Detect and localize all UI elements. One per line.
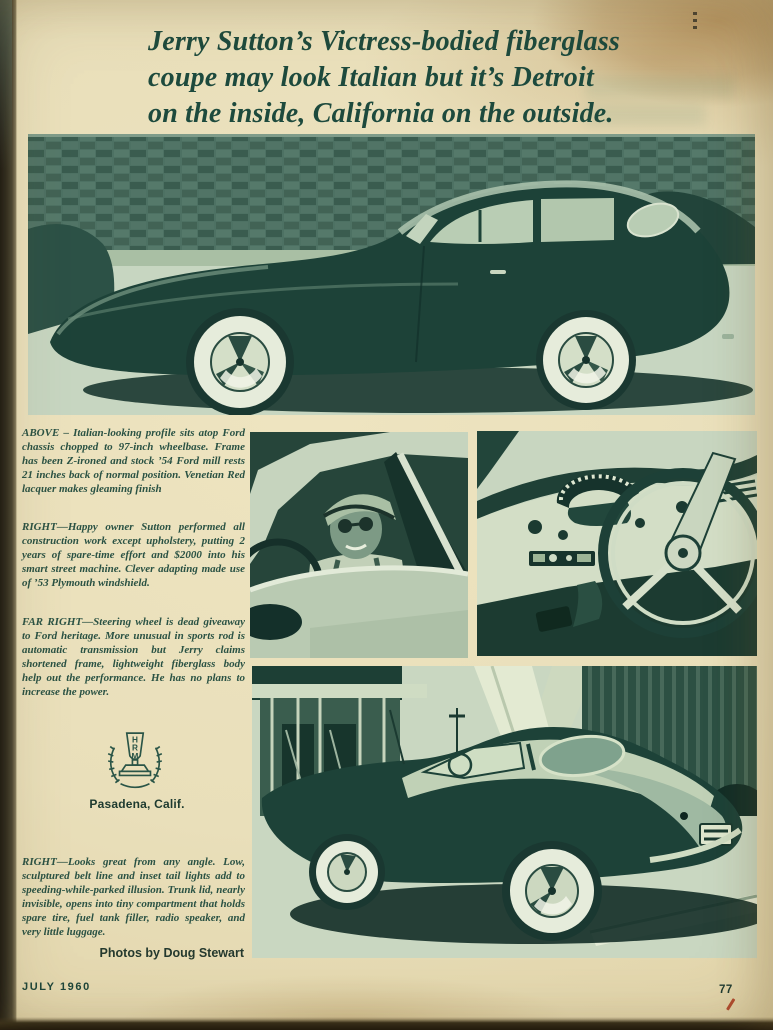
- photo-owner-window: [250, 432, 468, 658]
- glasses: [338, 519, 352, 533]
- hrm-trophy-emblem: [106, 729, 164, 798]
- tail-light: [680, 812, 688, 820]
- radio: [529, 551, 595, 566]
- caption-right-rear: RIGHT—Looks great from any angle. Low, sculptured belt line and inset tail lights add to speeding-while-parked illusion. Trunk lid, nearly invisible, opens into tiny compartment that holds spare tire, fuel tank filler, radio speaker, and very little luggage.: [22, 856, 245, 938]
- photo-dashboard: [477, 431, 757, 656]
- footer-page-number: 77: [719, 984, 733, 996]
- rear-wheel: [536, 310, 636, 410]
- photo-side-profile: [28, 134, 755, 415]
- headline-line-2: coupe may look Italian but it’s Detroit: [148, 62, 594, 93]
- quarter-window: [541, 198, 614, 242]
- footer-issue-date: JULY 1960: [22, 981, 91, 993]
- corner-print-marks: [693, 12, 698, 36]
- page-title: [148, 24, 638, 132]
- page-bottom-edge: [0, 1017, 773, 1030]
- front-wheel: [186, 308, 294, 415]
- headline-line-1: Jerry Sutton’s Victress-bodied fiberglass: [148, 26, 621, 57]
- page-binding-edge: [0, 0, 17, 1030]
- photo-credit: Photos by Doug Stewart: [99, 946, 244, 960]
- rear-wheel: [502, 841, 602, 941]
- door-handle: [490, 270, 506, 274]
- photo-rear-view: [252, 666, 757, 958]
- emblem-letter-r: R: [132, 743, 138, 753]
- red-pen-mark: [726, 998, 735, 1010]
- emblem-letter-m: M: [131, 751, 139, 761]
- caption-far-right: FAR RIGHT—Steering wheel is dead giveaway to Ford heritage. More unusual in sports rod is automatic transmission but Jerry claims shortened frame, lightweight fiberglass body help out the performance. He has no plans to increase the power.: [22, 616, 245, 698]
- emblem-letter-h: H: [132, 735, 138, 745]
- headline-line-3: on the inside, California on the outside.: [148, 98, 614, 129]
- caption-above: ABOVE – Italian-looking profile sits atop Ford chassis chopped to 97-inch wheelbase. Frame has been Z-ironed and stock ’54 Ford mill rests 21 inches back of normal position. Venetian Red lacquer makes gleaming finish: [22, 427, 245, 495]
- emblem-location: Pasadena, Calif.: [89, 797, 185, 811]
- front-wheel: [309, 834, 385, 910]
- caption-right-window: RIGHT—Happy owner Sutton performed all construction work except upholstery, putting 2 years of spare-time effort and $2000 into his smart street machine. Clever adapting made use of ’53 Plymouth windshield.: [22, 521, 245, 589]
